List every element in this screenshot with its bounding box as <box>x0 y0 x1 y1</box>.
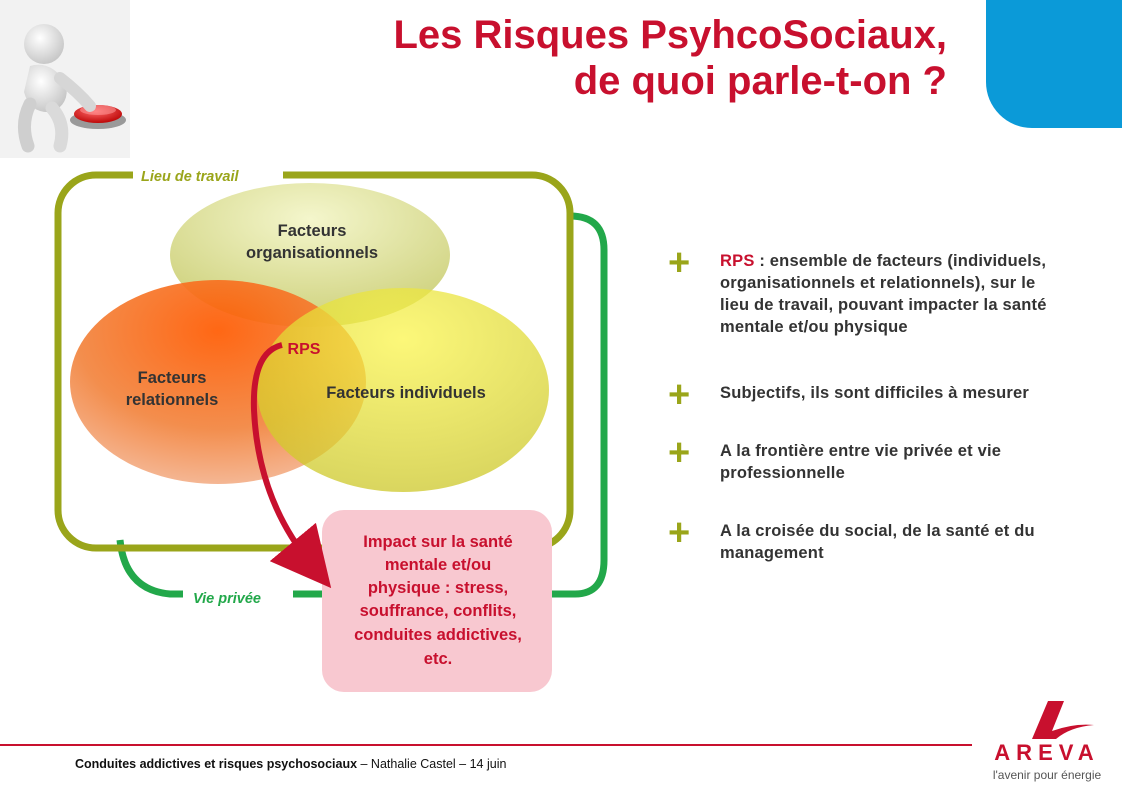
circle-rel-label-2: relationnels <box>125 391 219 409</box>
title-line-2: de quoi parle-t-on ? <box>573 59 947 103</box>
impact-line-2: mentale et/ou <box>384 556 492 574</box>
plus-bullet-icon: + <box>668 512 691 554</box>
logo-name: AREVA <box>994 740 1100 765</box>
circle-rel-label-1: Facteurs <box>137 369 207 387</box>
circle-org-label-2: organisationnels <box>245 244 379 262</box>
bullet-list <box>668 242 1068 600</box>
title-line-1: Les Risques PsyhcoSociaux, <box>393 13 947 57</box>
private-life-label: Vie privée <box>193 591 261 607</box>
footer-title: Conduites addictives et risques psychosociaux <box>75 757 358 771</box>
impact-line-3: physique : stress, <box>367 579 509 597</box>
plus-bullet-icon: + <box>668 242 691 284</box>
bullet-item <box>668 374 1068 416</box>
footer-author: – Nathalie Castel – 14 juin <box>357 757 507 771</box>
circle-org-label-1: Facteurs <box>277 222 347 240</box>
rps-label: RPS <box>287 341 321 358</box>
footer <box>75 757 506 771</box>
impact-line-1: Impact sur la santé <box>363 533 513 551</box>
bullet-item <box>668 512 1068 564</box>
bullet-text: A la frontière entre vie privée et vie professionnelle <box>720 442 1002 482</box>
impact-line-5: conduites addictives, <box>354 626 522 644</box>
bullet-text: Subjectifs, ils sont difficiles à mesurer <box>720 384 1029 402</box>
plus-bullet-icon: + <box>668 432 691 474</box>
footer-divider <box>0 744 972 746</box>
bullet-term: RPS <box>720 252 755 270</box>
corner-decoration <box>986 0 1122 128</box>
plus-bullet-icon: + <box>668 374 691 416</box>
circle-ind-label: Facteurs individuels <box>326 384 486 402</box>
bullet-body: : ensemble de facteurs (individuels, organisationnels et relationnels), sur le lieu de travail, pouvant impacter la santé mentale et/ou physique <box>720 252 1047 336</box>
bullet-text: A la croisée du social, de la santé et du management <box>720 522 1035 562</box>
impact-line-6: etc. <box>423 650 453 668</box>
bullet-text <box>720 250 1068 338</box>
impact-line-4: souffrance, conflits, <box>359 602 517 620</box>
bullet-item <box>668 432 1068 484</box>
logo-tagline: l'avenir pour énergie <box>992 768 1102 782</box>
bullet-item <box>668 242 1068 338</box>
workplace-label: Lieu de travail <box>141 169 239 185</box>
